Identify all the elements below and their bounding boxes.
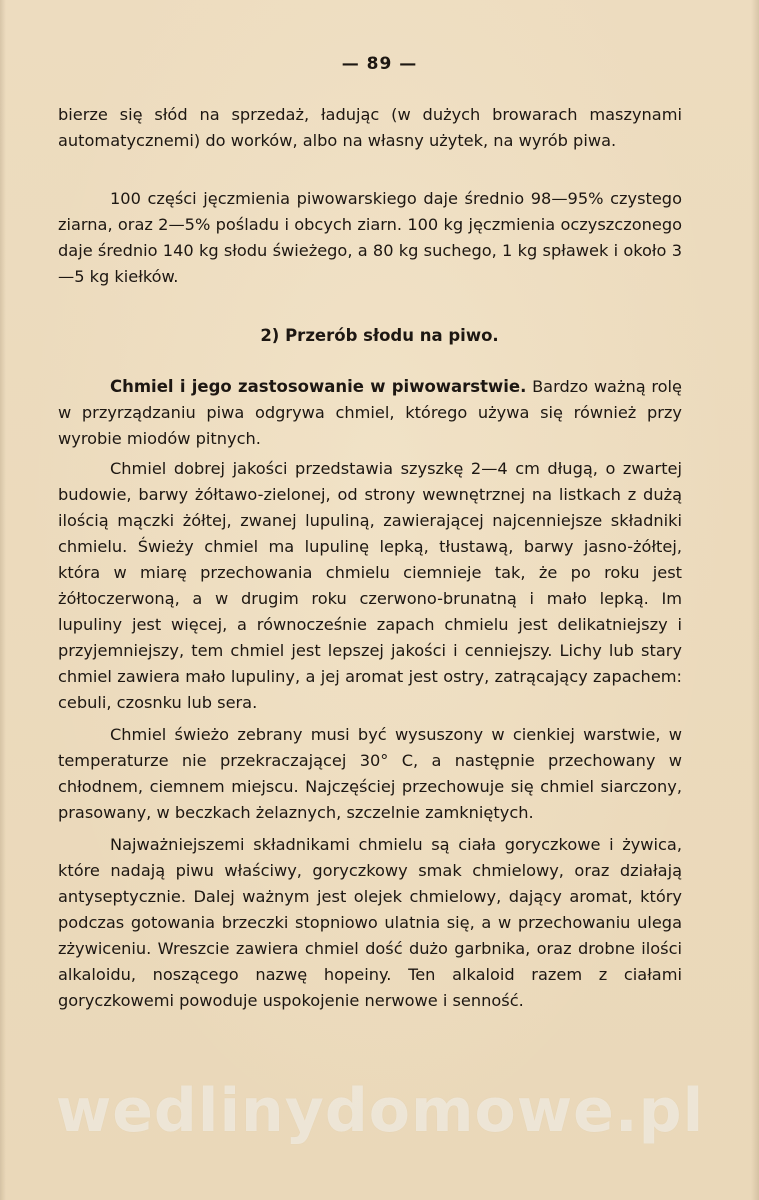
yield-paragraph bbox=[58, 186, 682, 290]
yield-text: 100 części jęczmienia piwowarskiego daje średnio 98—95% czystego ziarna, oraz 2—5% pośladu i obcych ziarn. 100 kg jęczmienia oczyszczonego daje średnio 140 kg słodu świeżego, a 80 kg suchego, 1 kg spławek i około 3—5 kg kiełków. bbox=[58, 189, 682, 286]
lead-rest: Bardzo ważną rolę w przyrządzaniu piwa odgrywa chmiel, którego używa się również przy wyrobie miodów pitnych. bbox=[58, 377, 682, 448]
quality-paragraph: Chmiel dobrej jakości przedstawia szyszkę 2—4 cm długą, o zwartej budowie, barwy żółtawo-zielonej, od strony wewnętrznej na listkach z dużą ilością mączki żółtej, zwanej lupuliną, zawierającej najcenniejsze składniki chmielu. Świeży chmiel ma lupulinę lepką, tłustawą, barwy jasno-żółtej, która w miarę przechowania chmielu ciemnieje tak, że po roku jest żółtoczerwoną, a w drugim roku czerwono-brunatną i mało lepką. Im lupuliny jest więcej, a równocześnie zapach chmielu jest delikatniejszy i przyjemniejszy, tem chmiel jest lepszej jakości i cenniejszy. Lichy lub stary chmiel zawiera mało lupuliny, a jej aromat jest ostry, zatrącający zapachem: cebuli, czosnku lub sera. bbox=[58, 459, 682, 712]
page-number: — 89 — bbox=[341, 54, 418, 74]
section-heading: 2) Przerób słodu na piwo. bbox=[260, 326, 499, 345]
page-edge-right bbox=[751, 0, 759, 1200]
page-edge-left bbox=[0, 0, 6, 1200]
continuation-text: bierze się słód na sprzedaż, ładując (w dużych browarach maszynami automatycznemi) do worków, albo na własny użytek, na wyrób piwa. bbox=[58, 105, 682, 150]
lead-bold-title: Chmiel i jego zastosowanie w piwowarstwie. bbox=[110, 377, 527, 396]
watermark: wedlinydomowe.pl bbox=[55, 1076, 705, 1146]
components-paragraph: Najważniejszemi składnikami chmielu są ciała goryczkowe i żywica, które nadają piwu właściwy, goryczkowy smak chmielowy, oraz działają antyseptycznie. Dalej ważnym jest olejek chmielowy, dający aromat, który podczas gotowania brzeczki stopniowo ulatnia się, a w przechowaniu ulega zżywiceniu. Wreszcie zawiera chmiel dość dużo garbnika, oraz drobne ilości alkaloidu, noszącego nazwę hopeiny. Ten alkaloid razem z ciałami goryczkowemi powoduje uspokojenie nerwowe i senność. bbox=[58, 835, 682, 1010]
continuation-paragraph bbox=[58, 102, 682, 154]
lead-paragraph bbox=[58, 374, 682, 452]
section-body bbox=[58, 374, 682, 1020]
drying-paragraph: Chmiel świeżo zebrany musi być wysuszony w cienkiej warstwie, w temperaturze nie przekraczającej 30° C, a następnie przechowany w chłodnem, ciemnem miejscu. Najczęściej przechowuje się chmiel siarczony, prasowany, w beczkach żelaznych, szczelnie zamkniętych. bbox=[58, 725, 682, 822]
